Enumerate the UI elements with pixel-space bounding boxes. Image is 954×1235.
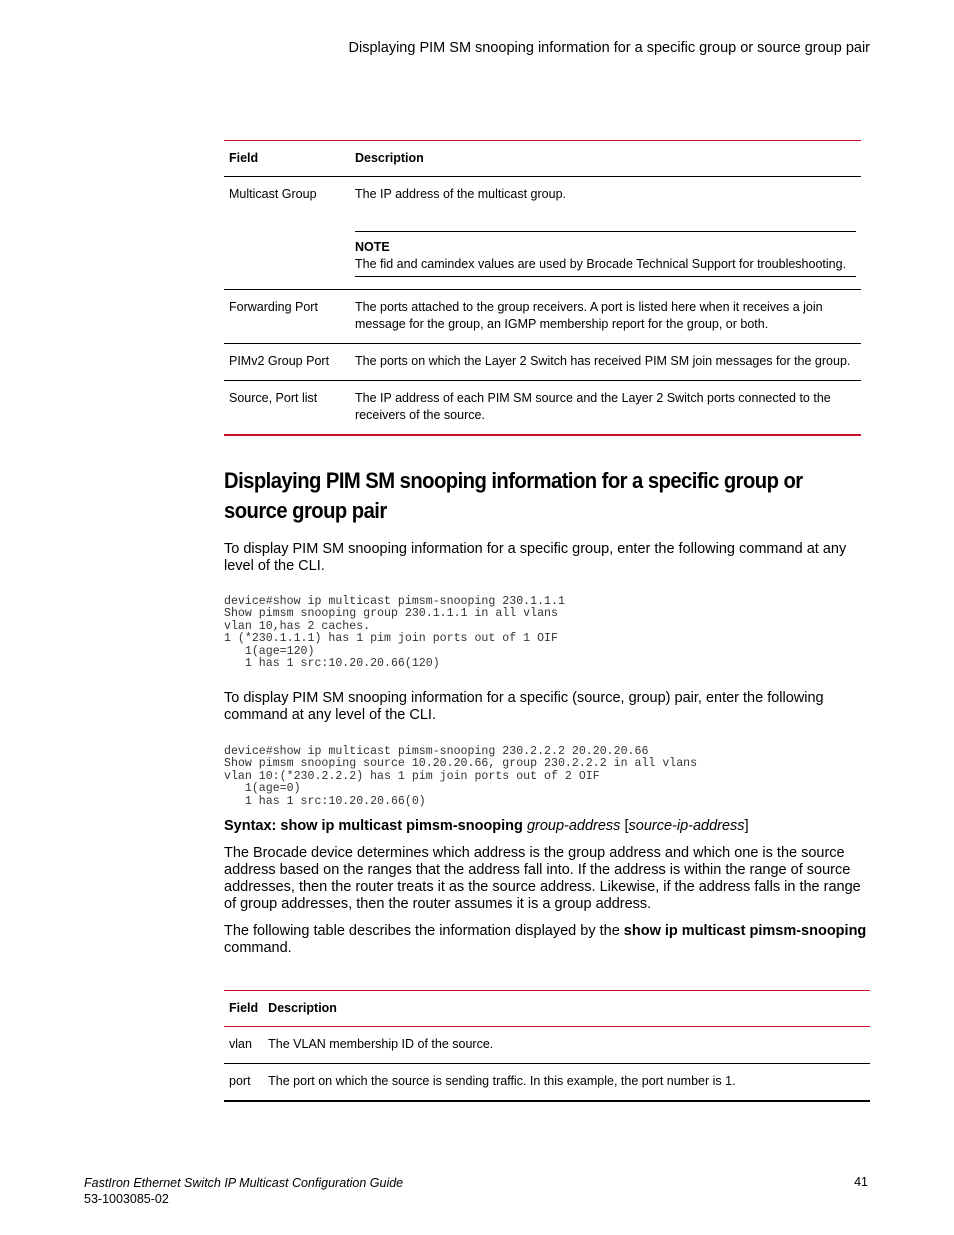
- note-block: [355, 231, 856, 277]
- syntax-arg-group-address: group-address: [526, 818, 621, 834]
- address-determination-paragraph: The Brocade device determines which address is the group address and which one is the source address based on the ranges that the address fall into. If the address is within the range of source addresses, then the router treats it as the source address. Likewise, if the address falls in the range of group addresses, then the router assumes it is a group address.: [224, 845, 861, 912]
- field-description-table-1: [224, 140, 861, 436]
- field-cell: port: [229, 1074, 251, 1088]
- footer-guide-title: FastIron Ethernet Switch IP Multicast Configuration Guide: [84, 1176, 404, 1190]
- field-cell: vlan: [224, 1027, 263, 1064]
- cli-example-source-group: device#show ip multicast pimsm-snooping 230.2.2.2 20.20.20.66 Show pimsm snooping source 10.20.20.66, group 230.2.2.2 in all vlans vlan 10:(*230.2.2.2) has 1 pim join ports out of 2 OIF 1(age=0) 1 has 1 src:10.20.20.66(0): [224, 745, 698, 808]
- syntax-close-bracket: ]: [744, 818, 749, 834]
- description-cell: The ports on which the Layer 2 Switch has received PIM SM join messages for the group.: [350, 344, 861, 381]
- column-header-field: Field: [224, 991, 263, 1027]
- table-intro-paragraph: [224, 923, 870, 957]
- note-title: NOTE: [355, 240, 390, 254]
- footer-page-number: 41: [854, 1175, 868, 1189]
- field-description-table-2: [224, 990, 870, 1102]
- description-cell: The ports attached to the group receivers. A port is listed here when it receives a join message for the group, an IGMP membership report for the group, or both.: [350, 290, 861, 344]
- cli-example-group: device#show ip multicast pimsm-snooping 230.1.1.1 Show pimsm snooping group 230.1.1.1 in all vlans vlan 10,has 2 caches. 1 (*230.1.1.1) has 1 pim join ports out of 1 OIF 1(age=120) 1 has 1 src:10.20.20.66(120): [224, 595, 565, 671]
- footer-doc-number: 53-1003085-02: [84, 1192, 169, 1206]
- note-text: The fid and camindex values are used by Brocade Technical Support for troubleshooting.: [355, 257, 847, 271]
- table-row: [224, 290, 861, 344]
- running-header: Displaying PIM SM snooping information for a specific group or source group pair: [348, 40, 870, 56]
- field-cell: PIMv2 Group Port: [224, 344, 350, 381]
- table-row: [224, 344, 861, 381]
- table-row: [224, 1064, 870, 1102]
- table-row: [224, 381, 861, 436]
- syntax-command: Syntax: show ip multicast pimsm-snooping: [224, 818, 523, 834]
- description-cell: [350, 177, 861, 290]
- intro-paragraph: To display PIM SM snooping information for a specific group, enter the following command at any level of the CLI.: [224, 541, 847, 574]
- description-cell: The VLAN membership ID of the source.: [263, 1027, 870, 1064]
- table-header-row: [224, 141, 861, 177]
- field-cell: Multicast Group: [224, 177, 350, 290]
- section-heading: Displaying PIM SM snooping information for a specific group or source group pair: [224, 468, 803, 523]
- column-header-field: Field: [224, 141, 350, 177]
- source-group-paragraph: To display PIM SM snooping information for a specific (source, group) pair, enter the following command at any level of the CLI.: [224, 690, 824, 723]
- syntax-open-bracket: [: [624, 818, 629, 834]
- field-cell: Forwarding Port: [224, 290, 350, 344]
- description-text: The IP address of the multicast group.: [355, 187, 566, 201]
- description-cell: The IP address of each PIM SM source and the Layer 2 Switch ports connected to the receivers of the source.: [355, 391, 831, 422]
- footer-left: [84, 1175, 403, 1207]
- table-intro-command: show ip multicast pimsm-snooping: [623, 923, 867, 939]
- table-intro-text: The following table describes the information displayed by the: [224, 923, 624, 939]
- column-header-description: Description: [350, 141, 861, 177]
- field-cell: Source, Port list: [229, 391, 318, 405]
- column-header-description: Description: [263, 991, 870, 1027]
- syntax-line: [224, 818, 749, 834]
- table-header-row: [224, 991, 870, 1027]
- table-row: [224, 1027, 870, 1064]
- syntax-arg-source-ip-address: source-ip-address: [628, 818, 745, 834]
- table-row: [224, 177, 861, 290]
- table-intro-suffix: command.: [224, 940, 292, 956]
- description-cell: The port on which the source is sending traffic. In this example, the port number is 1.: [268, 1074, 736, 1088]
